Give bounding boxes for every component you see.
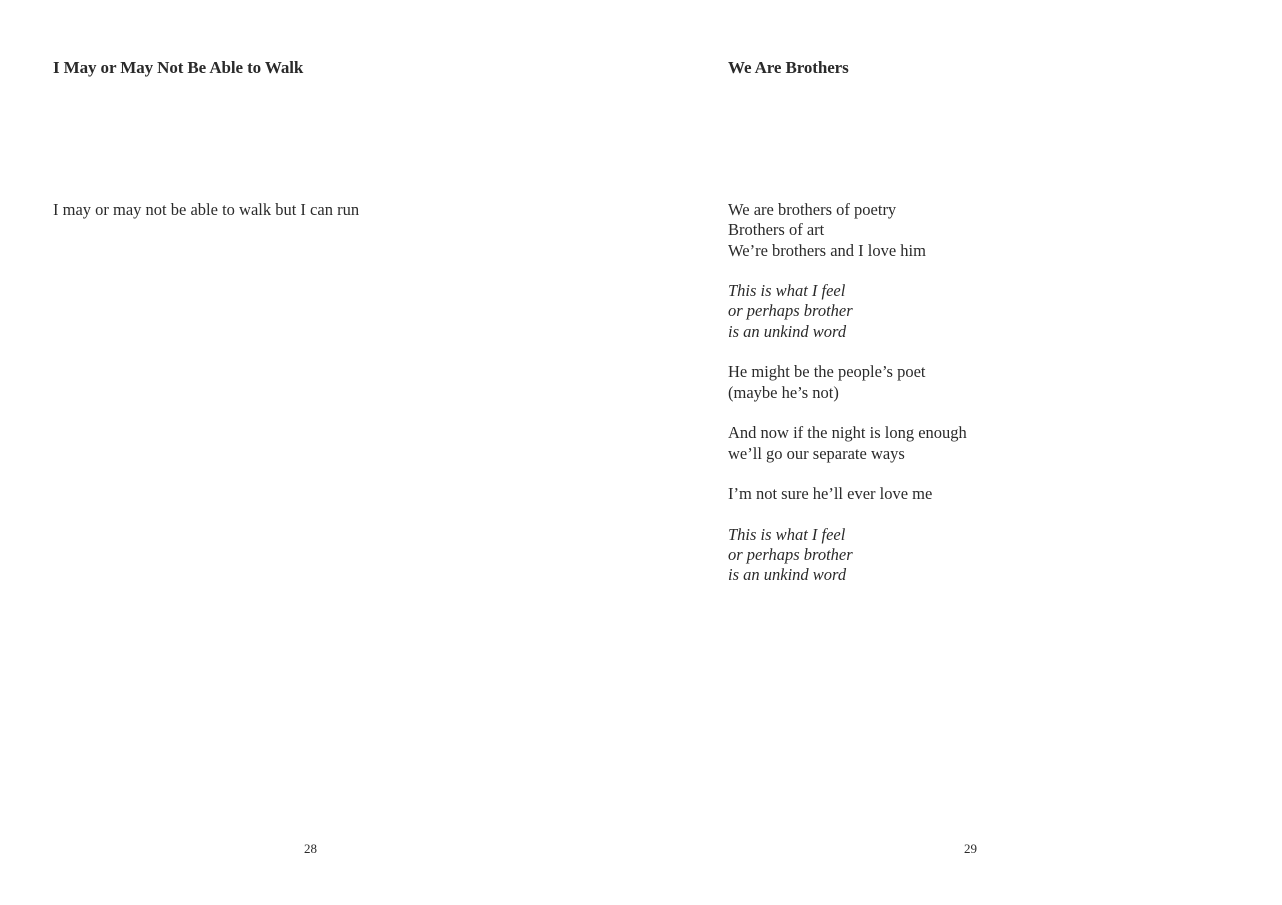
poem-line: we’ll go our separate ways — [728, 443, 905, 463]
poem-line: I may or may not be able to walk but I can run — [53, 200, 360, 219]
right-page — [641, 0, 1282, 905]
poem-line: (maybe he’s not) — [728, 382, 839, 402]
poem-line: And now if the night is long enough — [728, 423, 967, 443]
poem-line: I’m not sure he’ll ever love me — [728, 484, 933, 504]
stanza — [728, 281, 967, 342]
poem-line: He might be the people’s poet — [728, 362, 926, 382]
poem-body — [728, 200, 967, 586]
poem-line: This is what I feel — [728, 524, 846, 544]
page-number: 28 — [304, 841, 317, 856]
poem-line: We are brothers of poetry — [728, 200, 897, 219]
poem-line: We’re brothers and I love him — [728, 240, 926, 260]
poem-title: I May or May Not Be Able to Walk — [53, 58, 304, 77]
stanza — [728, 423, 967, 464]
page-number: 29 — [964, 841, 977, 856]
poem-line: Brothers of art — [728, 220, 825, 240]
poem-body — [53, 200, 359, 220]
stanza — [728, 484, 967, 504]
poem-line: or perhaps brother — [728, 545, 853, 565]
poem-line: This is what I feel — [728, 281, 846, 301]
poem-line: is an unkind word — [728, 321, 847, 341]
stanza — [53, 200, 359, 220]
poem-line: or perhaps brother — [728, 301, 853, 321]
stanza — [728, 200, 967, 261]
stanza — [728, 525, 967, 586]
stanza — [728, 362, 967, 403]
poem-line: is an unkind word — [728, 565, 847, 585]
poem-title: We Are Brothers — [728, 58, 849, 77]
